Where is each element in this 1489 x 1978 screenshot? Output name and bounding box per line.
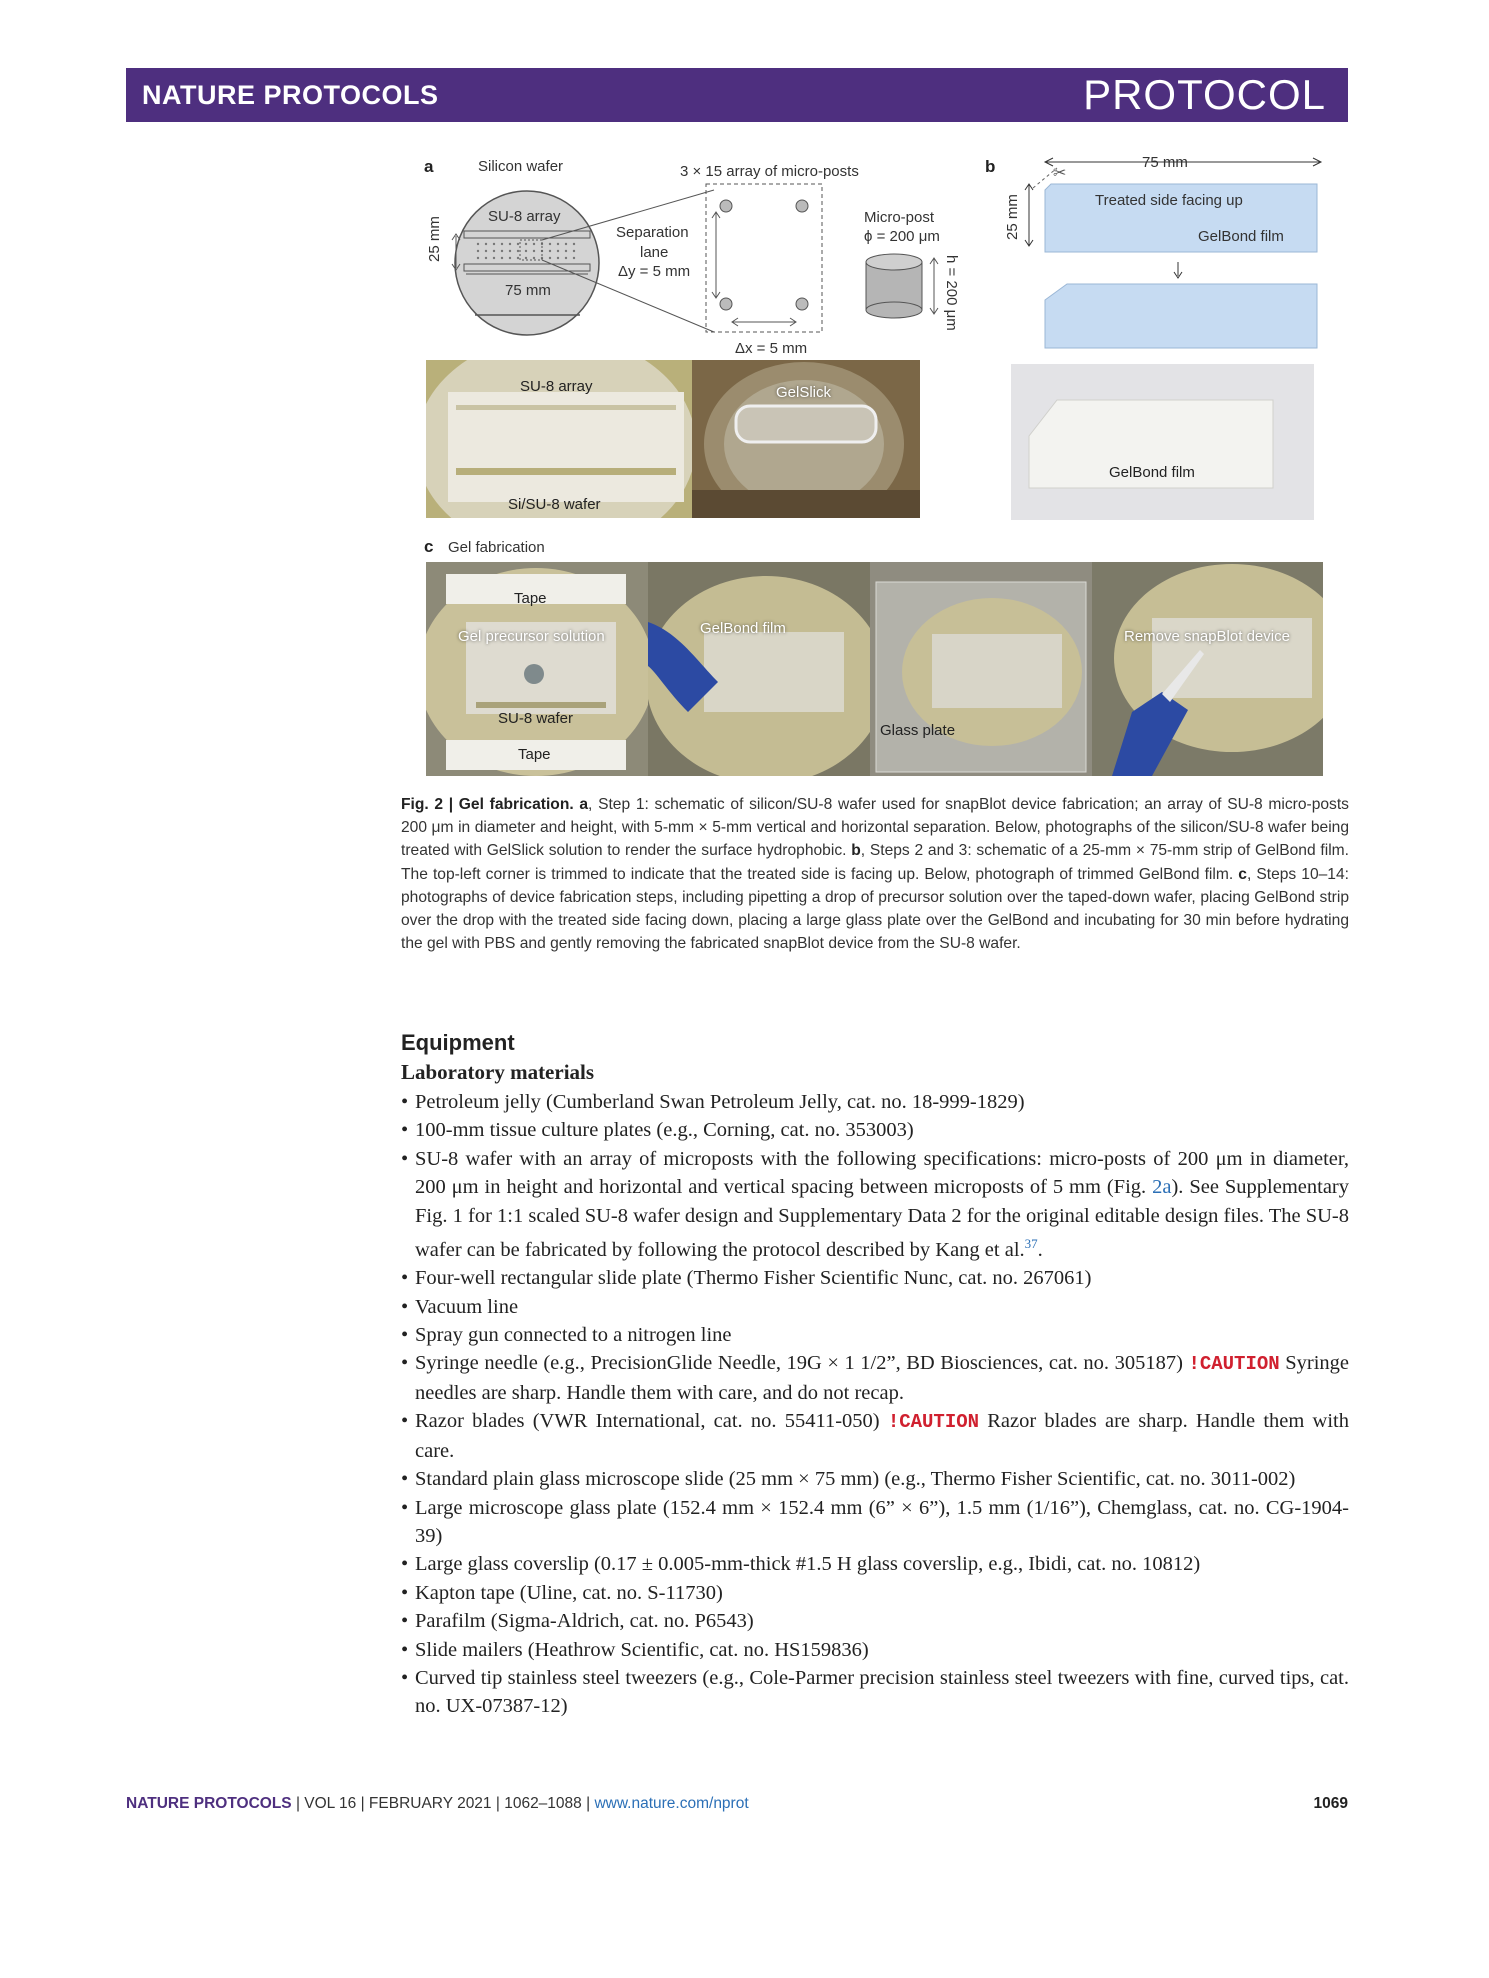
list-item (401, 1494, 1349, 1551)
list-item-text: ). See Supplementary Fig. 1 for 1:1 scaled SU-8 wafer design and Supplementary Data 2 for the original editable design files. The SU-8 wafer can be fabricated by following the protocol described by Kang et al. (415, 1176, 1349, 1261)
photo-label-su8-wafer-c: SU-8 wafer (498, 710, 574, 727)
panel-c-title: Gel fabrication (448, 539, 545, 556)
photo-gelbond-film (1011, 364, 1314, 520)
label-delta-x: Δx = 5 mm (735, 340, 808, 357)
equipment-heading: Equipment (401, 1030, 515, 1055)
footer-separator: | (356, 1795, 369, 1812)
caption-lead: Fig. 2 | Gel fabrication. (401, 796, 574, 813)
photo-gel-precursor (426, 562, 648, 776)
list-item-text: Kapton tape (Uline, cat. no. S-11730) (415, 1581, 723, 1604)
photo-label-precursor: Gel precursor solution (458, 628, 605, 645)
label-25mm-b: 25 mm (1004, 194, 1021, 240)
caption-a-text: , Step 1: schematic of silicon/SU-8 wafer used for snapBlot device fabrication; an array of SU-8 micro-posts 200 μm in diameter and height, with 5-mm × 5-mm vertical and horizontal separation. Below, photographs of the silicon/SU-8 wafer being treated with GelSlick solution to render the surface hydrophobic. (401, 796, 1349, 860)
journal-name: NATURE PROTOCOLS (142, 80, 439, 110)
list-item-text: 100-mm tissue culture plates (e.g., Corning, cat. no. 353003) (415, 1119, 914, 1142)
list-item-text: Four-well rectangular slide plate (Thermo Fisher Scientific Nunc, cat. no. 267061) (415, 1267, 1092, 1290)
footer-separator: | (491, 1795, 505, 1812)
svg-text:✂: ✂ (1053, 163, 1067, 182)
footer-pages: 1062–1088 (504, 1795, 582, 1812)
photo-su8-wafer (426, 360, 692, 518)
figure-2a-link[interactable]: 2a (1152, 1176, 1172, 1199)
list-item-text: Standard plain glass microscope slide (25 mm × 75 mm) (e.g., Thermo Fisher Scientific, cat. no. 3011-002) (415, 1468, 1296, 1491)
caption-c-label: c (1238, 865, 1247, 883)
page-footer (126, 1795, 1348, 1813)
label-micropost: Micro-post (864, 209, 935, 226)
panel-b-schematic (1005, 150, 1335, 360)
footer-journal: NATURE PROTOCOLS (126, 1795, 292, 1812)
reference-37-link[interactable]: 37 (1024, 1236, 1038, 1252)
label-75mm-a: 75 mm (505, 282, 551, 299)
photo-label-su8-array: SU-8 array (520, 378, 593, 395)
caption-c-text: , Steps 10–14: photographs of device fabrication steps, including pipetting a drop of precursor solution over the taped-down wafer, placing GelBond strip over the drop with the treated side facing down, placing a large glass plate over the GelBond and incubating for 30 min before hydrating the gel with PBS and gently removing the fabricated snapBlot device from the SU-8 wafer. (401, 865, 1349, 953)
list-item (401, 1349, 1349, 1407)
caution-label: !CAUTION (887, 1411, 980, 1434)
label-array-title: 3 × 15 array of micro-posts (680, 163, 859, 180)
list-item (401, 1145, 1349, 1264)
list-item (401, 1321, 1349, 1349)
list-item-text: Spray gun connected to a nitrogen line (415, 1324, 732, 1347)
panel-b-label: b (985, 157, 996, 176)
caption-b-label: b (851, 842, 861, 860)
label-delta-y: Δy = 5 mm (618, 263, 691, 280)
list-item-text: Syringe needles are sharp. Handle them with care, and do not recap. (415, 1352, 1349, 1404)
list-item (401, 1579, 1349, 1607)
label-lane: lane (640, 244, 669, 261)
photo-label-si-su8-wafer: Si/SU-8 wafer (508, 496, 601, 513)
list-item (401, 1088, 1349, 1116)
caption-b-text: , Steps 2 and 3: schematic of a 25-mm × 75-mm strip of GelBond film. The top-left corner is trimmed to indicate that the treated side is facing up. Below, photograph of trimmed GelBond film. (401, 842, 1349, 883)
journal-header-bar (126, 68, 1348, 122)
list-item-text: Petroleum jelly (Cumberland Swan Petroleum Jelly, cat. no. 18-999-1829) (415, 1091, 1025, 1113)
list-item (401, 1407, 1349, 1465)
list-item (401, 1550, 1349, 1578)
label-25mm-a: 25 mm (426, 216, 443, 262)
list-item-text: Large microscope glass plate (152.4 mm × 152.4 mm (6” × 6”), 1.5 mm (1/16”), Chemglass, cat. no. CG-1904-39) (415, 1496, 1349, 1547)
photo-gelbond-placement (648, 562, 870, 776)
list-item (401, 1293, 1349, 1321)
photo-label-gelbond-c: GelBond film (700, 620, 786, 637)
list-item-text: SU-8 wafer with an array of microposts with the following specifications: micro-posts of 200 μm in diameter, 200 μm in height and horizontal and vertical spacing between microposts of 5 mm (Fig. (415, 1147, 1349, 1199)
list-item (401, 1664, 1349, 1721)
list-item-text: Razor blades are sharp. Handle them with care. (415, 1410, 1349, 1462)
panel-c-label: c (424, 537, 434, 556)
list-item-text: . (1037, 1238, 1043, 1261)
label-treated-side: Treated side facing up (1095, 192, 1243, 209)
photo-label-glass-plate: Glass plate (880, 722, 956, 739)
list-item-text: Slide mailers (Heathrow Scientific, cat. no. HS159836) (415, 1638, 869, 1661)
list-item-text: Syringe needle (e.g., PrecisionGlide Needle, 19G × 1 1/2”, BD Biosciences, cat. no. 305187) (415, 1352, 1189, 1375)
photo-label-tape-bottom: Tape (518, 746, 551, 763)
label-gelbond-schematic: GelBond film (1198, 228, 1284, 245)
footer-url-link[interactable]: www.nature.com/nprot (594, 1795, 749, 1812)
photo-label-gelslick: GelSlick (776, 384, 832, 401)
figure-caption (401, 793, 1349, 955)
photo-gelslick (692, 360, 920, 518)
list-item-text: Razor blades (VWR International, cat. no. 55411-050) (415, 1410, 888, 1433)
list-item (401, 1465, 1349, 1493)
list-item (401, 1607, 1349, 1635)
footer-volume: VOL 16 (304, 1795, 357, 1812)
article-type: PROTOCOL (1083, 71, 1326, 118)
photo-label-tape-top: Tape (514, 590, 547, 607)
caption-a-label: a (579, 796, 589, 813)
list-item-text: Large glass coverslip (0.17 ± 0.005-mm-thick #1.5 H glass coverslip, e.g., Ibidi, cat. no. 10812) (415, 1553, 1201, 1576)
footer-date: FEBRUARY 2021 (368, 1795, 492, 1812)
footer-separator: | (581, 1795, 595, 1812)
page-number: 1069 (1313, 1795, 1348, 1812)
label-separation: Separation (616, 224, 689, 241)
photo-remove-device (1092, 562, 1323, 776)
label-height: h = 200 μm (943, 255, 960, 331)
list-item (401, 1264, 1349, 1292)
list-item (401, 1636, 1349, 1664)
photo-label-gelbond-film: GelBond film (1109, 464, 1195, 481)
photo-glass-plate (870, 562, 1092, 776)
list-item (401, 1116, 1349, 1144)
equipment-list (401, 1088, 1349, 1721)
caution-label: !CAUTION (1188, 1353, 1280, 1376)
label-75mm-b: 75 mm (1142, 154, 1188, 171)
list-item-text: Curved tip stainless steel tweezers (e.g., Cole-Parmer precision stainless steel tweezers with fine, curved tips, cat. no. UX-07387-12) (415, 1666, 1349, 1718)
list-item-text: Parafilm (Sigma-Aldrich, cat. no. P6543) (415, 1610, 754, 1633)
label-silicon-wafer: Silicon wafer (478, 158, 564, 175)
panel-a-schematic (420, 150, 980, 365)
laboratory-materials-heading: Laboratory materials (401, 1060, 595, 1084)
photo-label-remove: Remove snapBlot device (1124, 628, 1290, 645)
panel-a-label: a (424, 157, 434, 176)
label-su8-array: SU-8 array (488, 208, 561, 225)
label-micropost-diameter: ϕ = 200 μm (864, 228, 940, 245)
footer-separator: | (291, 1795, 305, 1812)
list-item-text: Vacuum line (415, 1295, 519, 1318)
